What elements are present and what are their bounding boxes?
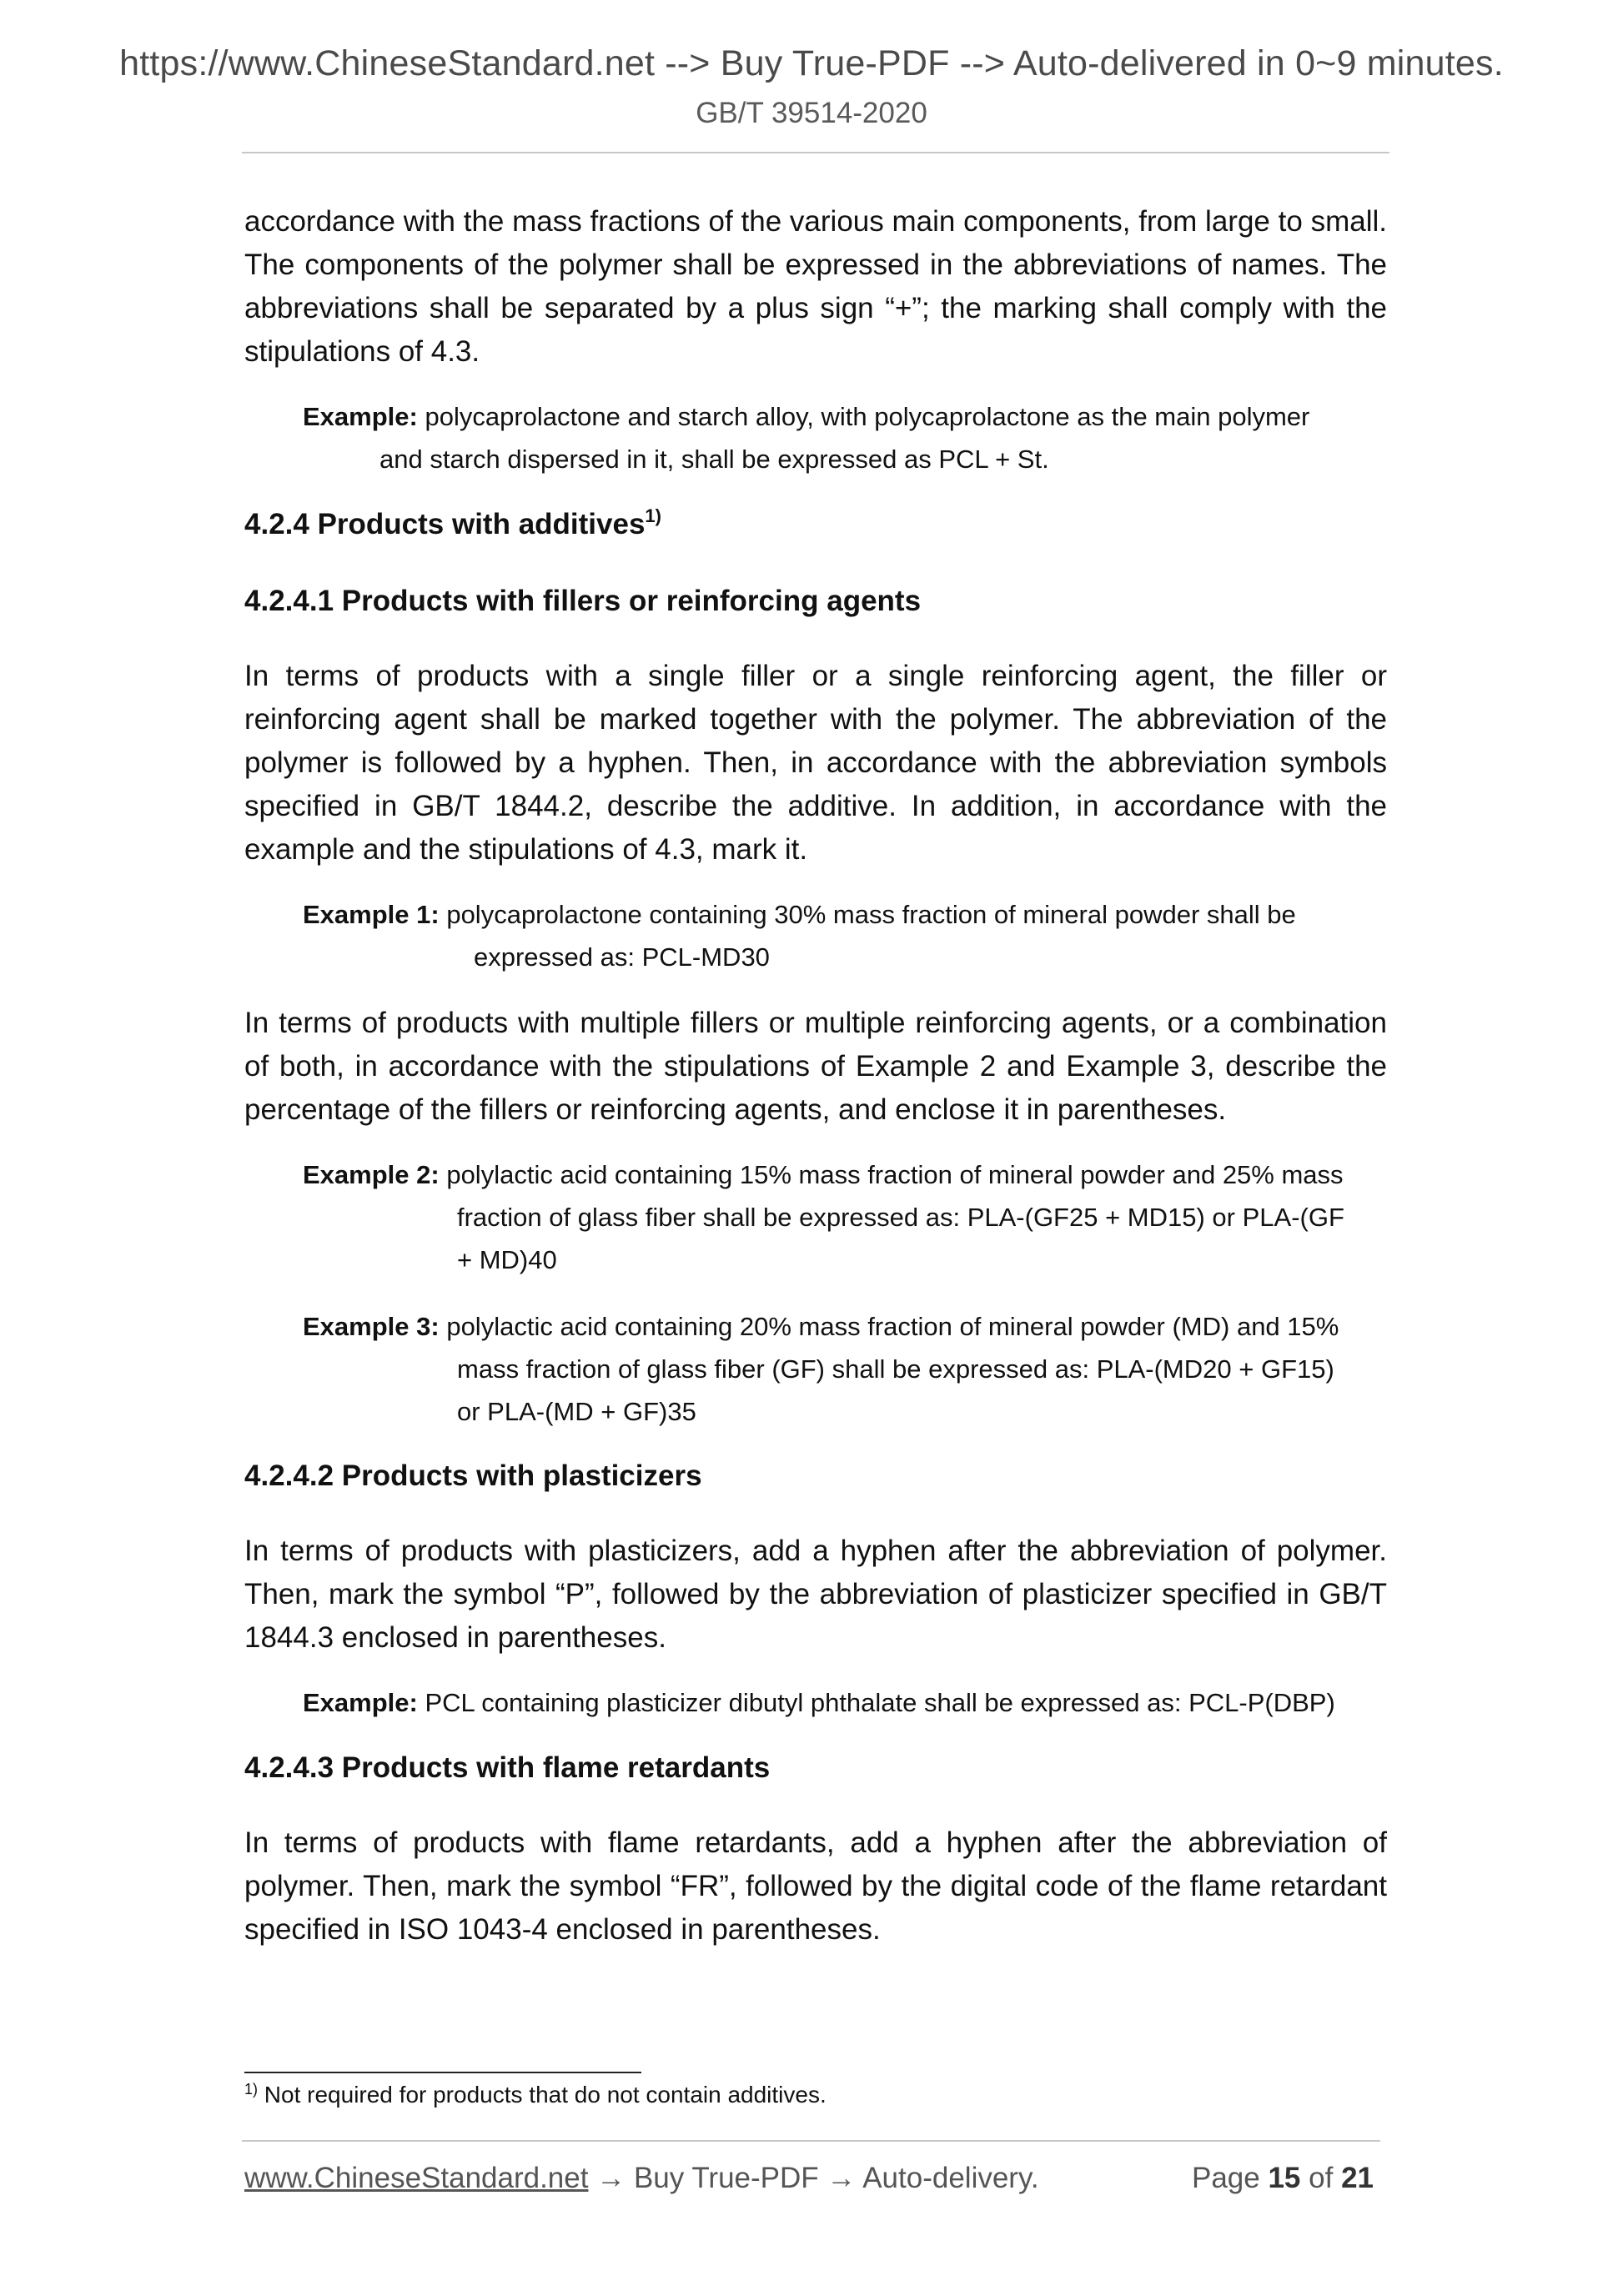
section-heading-4-2-4-2: 4.2.4.2 Products with plasticizers <box>244 1459 702 1492</box>
section-heading-4-2-4-1: 4.2.4.1 Products with fillers or reinforcing agents <box>244 585 922 617</box>
example-text: polylactic acid containing 20% mass fraction of mineral powder (MD) and 15% <box>446 1312 1339 1341</box>
example-plasticizer <box>303 1681 1387 1724</box>
page-content <box>244 200 1387 1952</box>
current-page: 15 <box>1268 2162 1301 2194</box>
example-text: polylactic acid containing 15% mass fraction of mineral powder and 25% mass <box>446 1160 1344 1189</box>
footnote-divider <box>244 2072 641 2073</box>
paragraph-flame-retardants: In terms of products with flame retardants, add a hyphen after the abbreviation of polymer. Then, mark the symbol “FR”, followed by the digital code of the flame retardant specified in ISO 1043-4 enclosed in parentheses. <box>244 1826 1387 1946</box>
example-text: PCL containing plasticizer dibutyl phthalate shall be expressed as: PCL-P(DBP) <box>425 1688 1335 1717</box>
chinesestandard-link[interactable]: www.ChineseStandard.net <box>244 2162 589 2194</box>
section-heading-4-2-4 <box>244 503 1387 546</box>
example-text-continued: and starch dispersed in it, shall be expressed as PCL + St. <box>379 445 1049 474</box>
page-number <box>1192 2162 1374 2195</box>
footer-divider <box>242 2140 1380 2142</box>
paragraph-plasticizers: In terms of products with plasticizers, add a hyphen after the abbreviation of polymer. Then, mark the symbol “P”, followed by the abbreviation of plasticizer specified in GB/T 1844.3 enclosed in parentheses. <box>244 1535 1387 1654</box>
header-divider <box>242 152 1389 153</box>
auto-delivery-text: Auto-delivery. <box>862 2162 1039 2194</box>
page-footer <box>244 2162 1380 2203</box>
example-2 <box>303 1153 1387 1281</box>
section-heading-4-2-4-3: 4.2.4.3 Products with flame retardants <box>244 1751 771 1784</box>
paragraph-mass-fractions: accordance with the mass fractions of the various main components, from large to small. The components of the polymer shall be expressed in the abbreviations of names. The abbreviations shall be separated by a plus sign “+”; the marking shall comply with the stipulations of 4.3. <box>244 205 1387 368</box>
arrow-right-icon: → <box>596 2162 626 2194</box>
standard-code: GB/T 39514-2020 <box>696 97 927 129</box>
example-text-continued: or PLA-(MD + GF)35 <box>457 1397 696 1426</box>
footnote <box>244 2078 827 2112</box>
arrow-right-icon: → <box>827 2162 857 2194</box>
footnote-reference: 1) <box>645 505 661 526</box>
example-1 <box>303 893 1387 978</box>
example-text-continued: mass fraction of glass fiber (GF) shall be expressed as: PLA-(MD20 + GF15) <box>457 1354 1334 1384</box>
example-text-continued: expressed as: PCL-MD30 <box>474 942 770 972</box>
example-label: Example 1: <box>303 900 440 929</box>
example-label: Example: <box>303 402 418 431</box>
heading-text: 4.2.4 Products with additives <box>244 508 646 540</box>
example-text-continued: fraction of glass fiber shall be expressed as: PLA-(GF25 + MD15) or PLA-(GF <box>457 1203 1344 1232</box>
example-text: polycaprolactone and starch alloy, with polycaprolactone as the main polymer <box>425 402 1310 431</box>
example-label: Example 2: <box>303 1160 440 1189</box>
example-label: Example 3: <box>303 1312 440 1341</box>
example-text-continued: + MD)40 <box>457 1245 557 1274</box>
header-url-line: https://www.ChineseStandard.net --> Buy True-PDF --> Auto-delivered in 0~9 minutes. <box>119 43 1504 83</box>
example-pcl-starch <box>303 395 1387 480</box>
footer-promo <box>244 2162 1039 2195</box>
example-3 <box>303 1305 1387 1433</box>
example-text: polycaprolactone containing 30% mass fraction of mineral powder shall be <box>446 900 1296 929</box>
page-word: Page <box>1191 2162 1260 2194</box>
example-label: Example: <box>303 1688 418 1717</box>
footnote-text: Not required for products that do not contain additives. <box>264 2082 827 2108</box>
page-of: of <box>1309 2162 1334 2194</box>
paragraph-single-filler: In terms of products with a single filler or a single reinforcing agent, the filler or reinforcing agent shall be marked together with the polymer. The abbreviation of the polymer is followed by a hyphen. Then, in accordance with the abbreviation symbols specified in GB/T 1844.2, describe the additive. In addition, in accordance with the example and the stipulations of 4.3, mark it. <box>244 660 1387 866</box>
paragraph-multiple-fillers: In terms of products with multiple fillers or multiple reinforcing agents, or a combination of both, in accordance with the stipulations of Example 2 and Example 3, describe the percentage of the fillers or reinforcing agents, and enclose it in parentheses. <box>244 1007 1387 1126</box>
footnote-marker: 1) <box>244 2081 259 2098</box>
buy-true-pdf-text: Buy True-PDF <box>633 2162 819 2194</box>
total-pages: 21 <box>1341 2162 1374 2194</box>
